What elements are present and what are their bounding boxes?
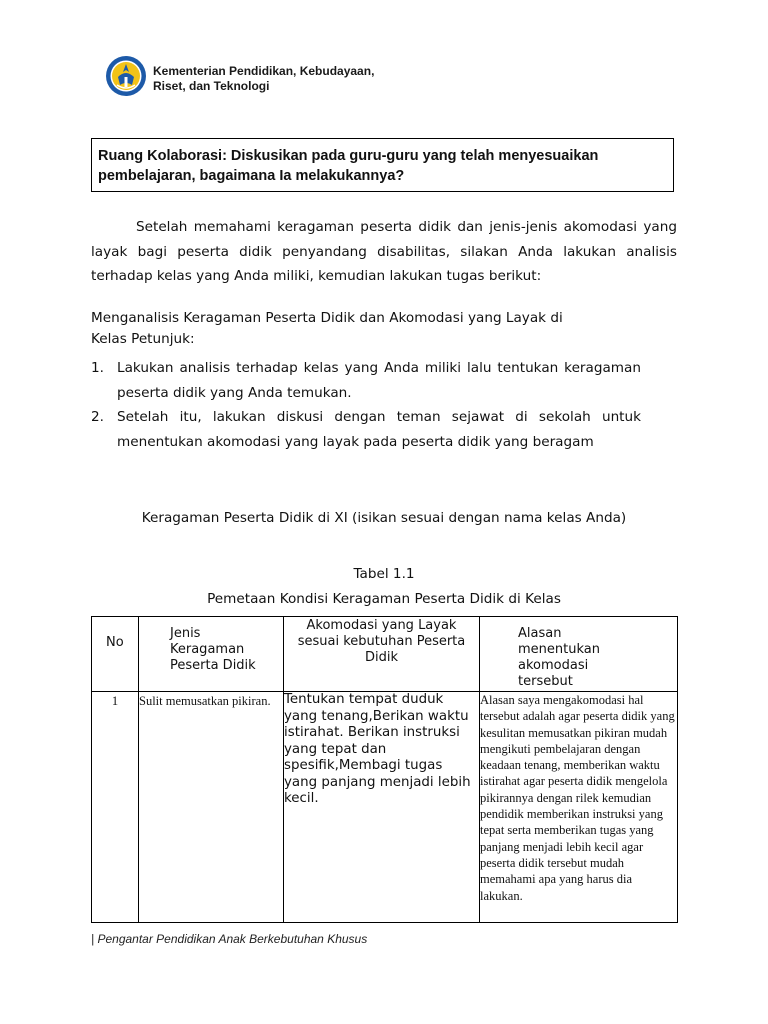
table-caption: Pemetaan Kondisi Keragaman Peserta Didik di Kelas	[207, 591, 561, 607]
tut-wuri-handayani-logo-icon	[105, 55, 147, 97]
footer-text: Pengantar Pendidikan Anak Berkebutuhan Khusus	[97, 932, 368, 946]
table-label: Tabel 1.1	[353, 566, 415, 582]
ministry-line-2: Riset, dan Teknologi	[153, 79, 270, 93]
table-header-row	[92, 617, 678, 692]
collaboration-text: Ruang Kolaborasi: Diskusikan pada guru-guru yang telah menyesuaikan pembelajaran, bagaimana Ia melakukannya?	[98, 148, 599, 184]
header-no-text: No	[106, 635, 124, 650]
cell-no-text: 1	[111, 694, 119, 708]
list-item-text: Setelah itu, lakukan diskusi dengan teman sejawat di sekolah untuk menentukan akomodasi yang layak pada peserta didik yang beragam	[117, 409, 641, 450]
list-item	[91, 405, 641, 454]
cell-no	[92, 692, 139, 923]
page-footer	[91, 932, 367, 946]
cell-akomodasi-text: Tentukan tempat duduk yang tenang,Berikan waktu istirahat. Berikan instruksi yang tepat dan spesifik,Membagi tugas yang panjang menjadi lebih kecil.	[284, 692, 471, 806]
ministry-name	[153, 64, 374, 94]
diversity-mapping-table	[91, 616, 678, 923]
footer-separator: |	[91, 932, 95, 946]
analysis-title	[91, 308, 651, 350]
header-cell-akomodasi	[284, 617, 480, 692]
analysis-title-line-2: Kelas Petunjuk:	[91, 331, 195, 347]
instruction-list	[91, 356, 641, 454]
intro-paragraph: Setelah memahami keragaman peserta didik dan jenis-jenis akomodasi yang layak bagi peserta didik penyandang disabilitas, silakan Anda lakukan analisis terhadap kelas yang Anda miliki, kemudian lakukan tugas berikut:	[91, 219, 677, 284]
header-akomodasi-text: Akomodasi yang Layak sesuai kebutuhan Peserta Didik	[297, 618, 466, 665]
cell-alasan-text: Alasan saya mengakomodasi hal tersebut adalah agar peserta didik yang kesulitan memusatkan pikiran mudah mengikuti pembelajaran dengan keadaan tenang, memberikan waktu istirahat agar peserta didik mengelola pikirannya dengan rilek kemudian pendidik memberikan instruksi yang tepat serta memberikan tugas yang panjang menjadi lebih kecil agar peserta didik tersebut mudah memahami apa yang harus dia lakukan.	[480, 693, 675, 903]
ministry-line-1: Kementerian Pendidikan, Kebudayaan,	[153, 64, 375, 78]
cell-akomodasi	[284, 692, 480, 923]
header-cell-alasan	[480, 617, 678, 692]
cell-jenis-text: Sulit memusatkan pikiran.	[139, 694, 271, 708]
analysis-title-line-1: Menganalisis Keragaman Peserta Didik dan Akomodasi yang Layak di	[91, 310, 563, 326]
collaboration-box	[91, 138, 674, 192]
header-jenis-text: Jenis Keragaman Peserta Didik	[170, 626, 256, 673]
list-item-text: Lakukan analisis terhadap kelas yang Anda miliki lalu tentukan keragaman peserta didik yang Anda temukan.	[117, 360, 641, 401]
header-alasan-text: Alasan menentukan akomodasi tersebut	[518, 626, 600, 689]
cell-jenis	[139, 692, 284, 923]
header-cell-jenis	[139, 617, 284, 692]
header-cell-no	[92, 617, 139, 692]
document-header	[105, 55, 405, 99]
list-item-number: 1.	[91, 360, 104, 376]
list-item-number: 2.	[91, 409, 104, 425]
section-title: Keragaman Peserta Didik di XI (isikan sesuai dengan nama kelas Anda)	[141, 510, 627, 526]
cell-alasan	[480, 692, 678, 923]
table-row	[92, 692, 678, 923]
list-item	[91, 356, 641, 405]
